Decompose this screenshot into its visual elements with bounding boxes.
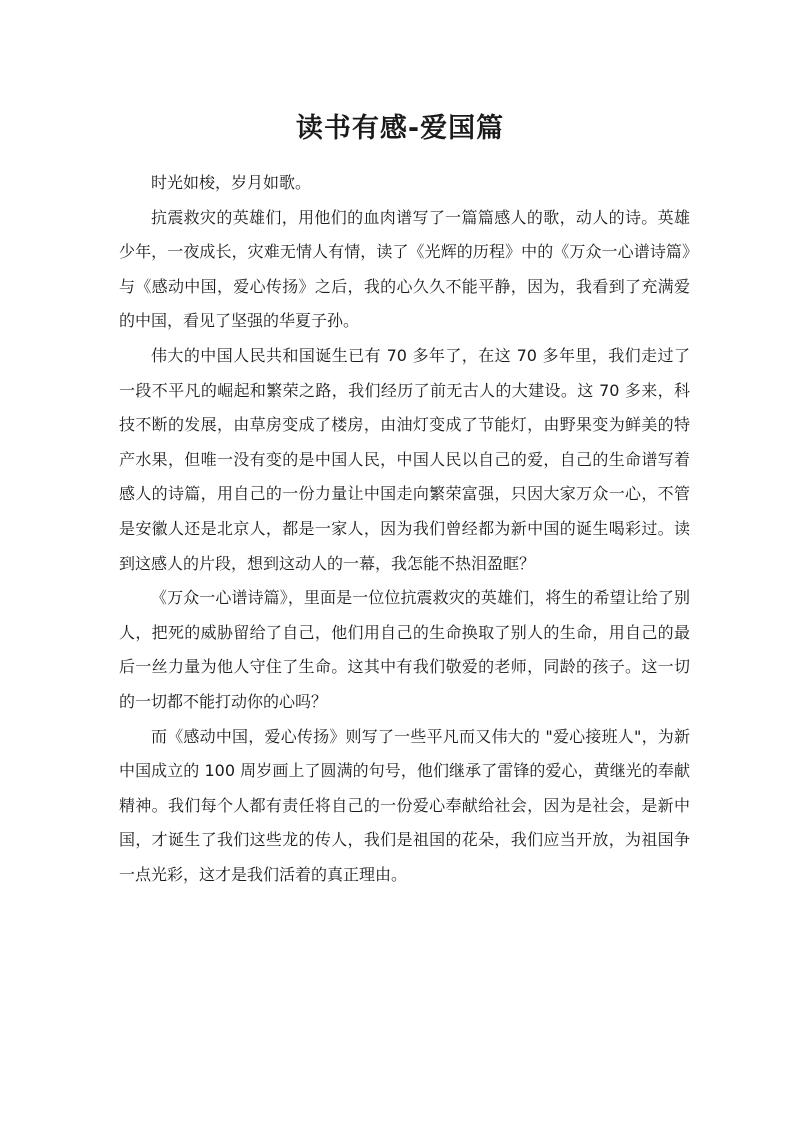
- document-body: [119, 166, 690, 892]
- paragraph: 抗震救灾的英雄们，用他们的血肉谱写了一篇篇感人的歌，动人的诗。英雄少年，一夜成长，灾难无情人有情，读了《光辉的历程》中的《万众一心谱诗篇》与《感动中国，爱心传扬》之后，我的心久久不能平静，因为，我看到了充满爱的中国，看见了坚强的华夏子孙。: [119, 207, 690, 331]
- paragraph: 时光如梭，岁月如歌。: [151, 173, 312, 192]
- paragraph: 而《感动中国，爱心传扬》则写了一些平凡而又伟大的 "爱心接班人"，为新中国成立的 100 周岁画上了圆满的句号，他们继承了雷锋的爱心，黄继光的奉献精神。我们每个人都有责任将自己的一份爱心奉献给社会，因为是社会，是新中国，才诞生了我们这些龙的传人，我们是祖国的花朵，我们应当开放，为祖国争一点光彩，这才是我们活着的真正理由。: [119, 726, 690, 884]
- document-title: 读书有感-爱国篇: [295, 113, 505, 144]
- paragraph: 伟大的中国人民共和国诞生已有 70 多年了，在这 70 多年里，我们走过了一段不平凡的崛起和繁荣之路，我们经历了前无古人的大建设。这 70 多来，科技不断的发展，由草房变成了楼房，由油灯变成了节能灯，由野果变为鲜美的特产水果，但唯一没有变的是中国人民，中国人民以自己的爱，自己的生命谱写着感人的诗篇，用自己的一份力量让中国走向繁荣富强，只因大家万众一心，不管是安徽人还是北京人，都是一家人，因为我们曾经都为新中国的诞生喝彩过。读到这感人的片段，想到这动人的一幕，我怎能不热泪盈眶？: [119, 345, 690, 573]
- paragraph: 《万众一心谱诗篇》，里面是一位位抗震救灾的英雄们，将生的希望让给了别人，把死的威胁留给了自己，他们用自己的生命换取了别人的生命，用自己的最后一丝力量为他人守住了生命。这其中有我们敬爱的老师，同龄的孩子。这一切的一切都不能打动你的心吗？: [119, 588, 690, 711]
